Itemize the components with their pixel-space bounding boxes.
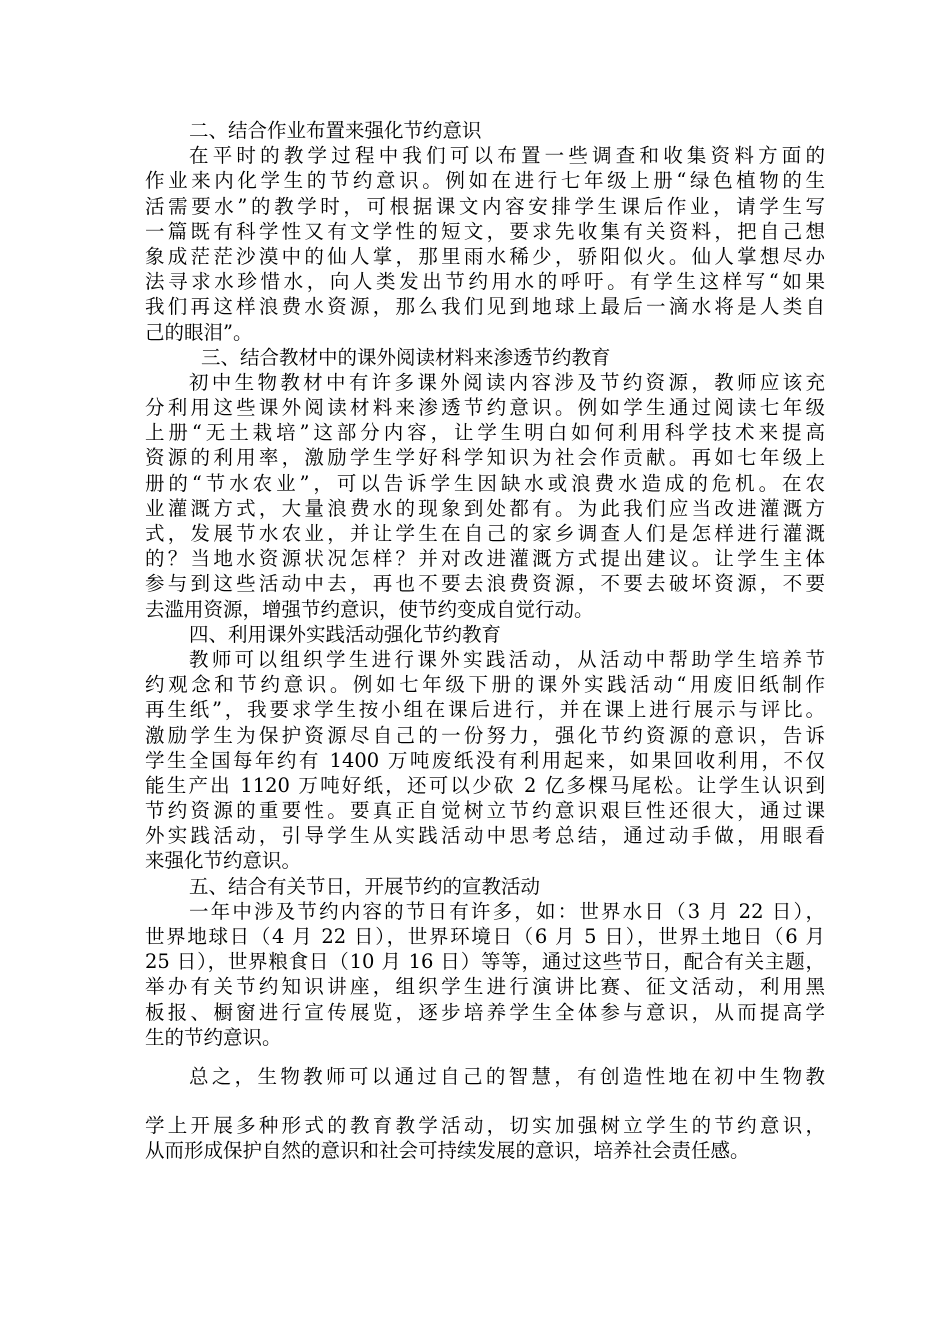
document-body (145, 118, 825, 1164)
paragraph-line: 在平时的教学过程中我们可以布置一些调查和收集资料方面的 (189, 144, 825, 168)
paragraph-line: 作业来内化学生的节约意识。例如在进行七年级上册“绿色植物的生 (145, 169, 825, 193)
paragraph-line: 册的“节水农业”，可以告诉学生因缺水或浪费水造成的危机。在农 (145, 471, 825, 495)
paragraph-line: 生的节约意识。 (145, 1025, 282, 1049)
paragraph-line: 约观念和节约意识。例如七年级下册的课外实践活动“用废旧纸制作 (145, 673, 825, 697)
paragraph-line: 能生产出 1120 万吨好纸，还可以少砍 2 亿多棵马尾松。让学生认识到 (145, 773, 825, 797)
paragraph-line: 象成茫茫沙漠中的仙人掌，那里雨水稀少，骄阳似火。仙人掌想尽办 (145, 244, 825, 268)
paragraph-line: 己的眼泪”。 (145, 320, 253, 344)
paragraph-line: 的？当地水资源状况怎样？并对改进灌溉方式提出建议。让学生主体 (145, 547, 825, 571)
conclusion-line: 从而形成保护自然的意识和社会可持续发展的意识，培养社会责任感。 (145, 1139, 750, 1163)
section-heading-3: 三、结合教材中的课外阅读材料来渗透节约教育 (201, 345, 611, 369)
paragraph-line: 25 日），世界粮食日（10 月 16 日）等等，通过这些节日，配合有关主题， (145, 950, 825, 974)
paragraph-line: 再生纸”，我要求学生按小组在课后进行，并在课上进行展示与评比。 (145, 698, 825, 722)
paragraph-line: 世界地球日（4 月 22 日），世界环境日（6 月 5 日），世界土地日（6 月 (145, 925, 825, 948)
paragraph-line: 去滥用资源，增强节约意识，使节约变成自觉行动。 (145, 597, 594, 621)
paragraph-line: 参与到这些活动中去，再也不要去浪费资源，不要去破坏资源，不要 (145, 572, 825, 596)
paragraph-line: 激励学生为保护资源尽自己的一份努力，强化节约资源的意识，告诉 (145, 723, 825, 747)
paragraph-line: 式，发展节水农业，并让学生在自己的家乡调查人们是怎样进行灌溉 (145, 522, 825, 545)
paragraph-line: 来强化节约意识。 (145, 849, 302, 873)
paragraph-line: 外实践活动，引导学生从实践活动中思考总结，通过动手做，用眼看 (145, 824, 825, 848)
paragraph-line: 上册“无土栽培”这部分内容，让学生明白如何利用科学技术来提高 (145, 421, 825, 445)
section-heading-5: 五、结合有关节日，开展节约的宣教活动 (189, 874, 541, 898)
conclusion-line: 学上开展多种形式的教育教学活动，切实加强树立学生的节约意识， (145, 1114, 825, 1138)
section-heading-2: 二、结合作业布置来强化节约意识 (189, 119, 482, 142)
paragraph-line: 活需要水”的教学时，可根据课文内容安排学生课后作业，请学生写 (145, 194, 825, 218)
paragraph-line: 我们再这样浪费水资源，那么我们见到地球上最后一滴水将是人类自 (145, 295, 825, 319)
conclusion-line: 总之，生物教师可以通过自己的智慧，有创造性地在初中生物教 (189, 1064, 825, 1088)
section-heading-4: 四、利用课外实践活动强化节约教育 (189, 622, 502, 646)
paragraph-line: 业灌溉方式，大量浪费水的现象到处都有。为此我们应当改进灌溉方 (145, 496, 825, 520)
paragraph-line: 节约资源的重要性。要真正自觉树立节约意识艰巨性还很大，通过课 (145, 799, 825, 823)
paragraph-line: 法寻求水珍惜水，向人类发出节约用水的呼吁。有学生这样写“如果 (145, 270, 825, 294)
paragraph-line: 一年中涉及节约内容的节日有许多，如：世界水日（3 月 22 日）， (189, 899, 825, 923)
paragraph-line: 一篇既有科学性又有文学性的短文，要求先收集有关资料，把自己想 (145, 219, 825, 243)
paragraph-line: 分利用这些课外阅读材料来渗透节约意识。例如学生通过阅读七年级 (145, 396, 825, 420)
paragraph-line: 举办有关节约知识讲座，组织学生进行演讲比赛、征文活动，利用黑 (145, 975, 825, 999)
paragraph-line: 教师可以组织学生进行课外实践活动，从活动中帮助学生培养节 (189, 647, 825, 671)
paragraph-line: 资源的利用率，激励学生学好科学知识为社会作贡献。再如七年级上 (145, 446, 825, 470)
paragraph-line: 初中生物教材中有许多课外阅读内容涉及节约资源，教师应该充 (189, 370, 825, 394)
paragraph-line: 学生全国每年约有 1400 万吨废纸没有利用起来，如果回收利用，不仅 (145, 748, 825, 772)
paragraph-line: 板报、橱窗进行宣传展览，逐步培养学生全体参与意识，从而提高学 (145, 1000, 825, 1024)
